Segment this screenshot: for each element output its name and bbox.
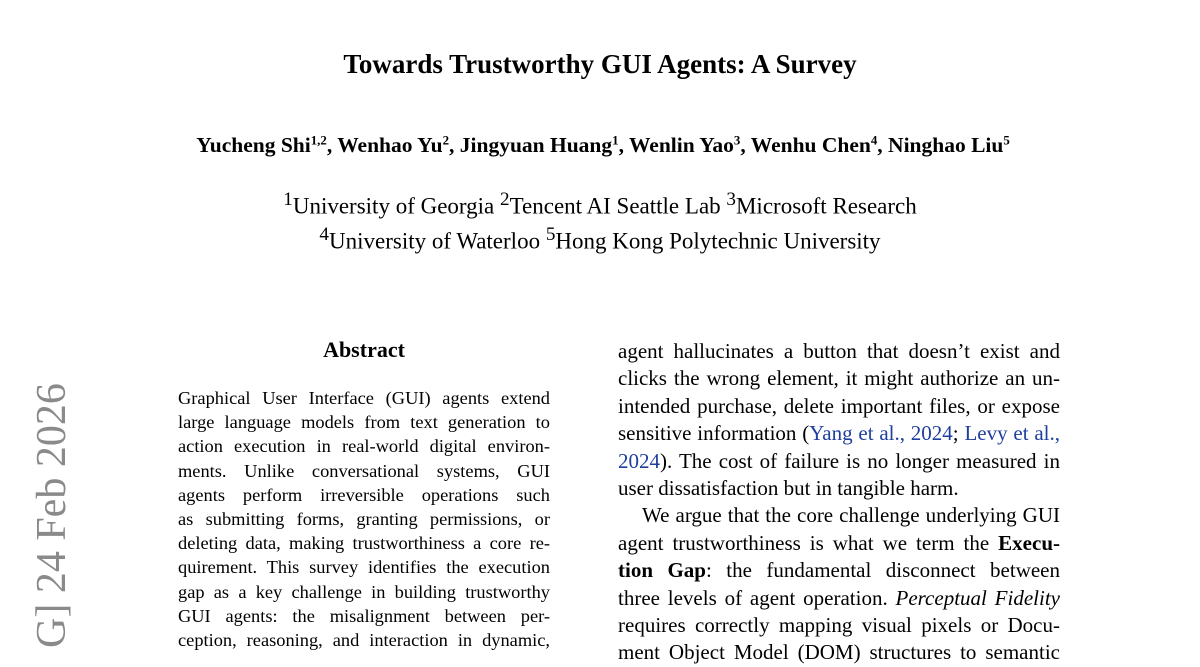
affiliation-number: 3 [726,189,736,210]
author-separator: , [618,133,629,157]
author-name: Jingyuan Huang [459,133,613,157]
body-line: agent hallucinates a button that doesn’t exist and [618,339,1060,363]
abstract-line: action execution in real-world digital environ- [178,436,550,457]
body-text: ; [952,421,965,446]
body-line: We argue that the core challenge underlying GUI [642,503,1060,528]
body-text: sensitive information ( [618,421,810,446]
citation-link[interactable]: Yang et al., 2024 [809,421,953,446]
author-affiliation-mark: 4 [870,133,878,148]
author-affiliation-mark: 3 [733,133,741,148]
abstract-line: as submitting forms, granting permissions, or [178,508,550,529]
affiliation-name: University of Georgia [292,193,501,219]
author-separator: , [877,133,889,157]
author-name: Yucheng Shi [196,133,311,157]
abstract-line: ments. Unlike conversational systems, GUI [178,460,550,481]
affiliation-number: 5 [545,224,556,246]
affiliation-number: 4 [319,224,329,246]
body-line [618,420,1060,447]
author-separator: , [326,133,338,157]
author-name: Ninghao Liu [888,133,1004,157]
abstract-line: deleting data, making trustworthiness a core re- [178,533,550,554]
author-list [0,129,1200,161]
author-affiliation-mark: 5 [1003,133,1010,148]
body-text: agent trustworthiness is what we term the [618,530,999,555]
key-term: Execu- [998,530,1060,555]
key-term: tion Gap [618,558,706,583]
body-line [618,530,1060,557]
body-text: : the fundamental disconnect between [705,558,1060,583]
affiliation-number: 2 [500,189,510,210]
author-affiliation-mark: 2 [442,133,450,148]
affiliation-line-1 [0,186,1200,221]
abstract-line: Graphical User Interface (GUI) agents extend [178,388,550,408]
abstract-line: GUI agents: the misalignment between per- [178,605,550,626]
affiliation-line-2 [0,221,1200,256]
abstract-line: large language models from text generation to [178,412,550,433]
body-line [618,585,1060,612]
abstract-line: ception, reasoning, and interaction in dynamic, [178,629,550,650]
author-separator: , [740,133,751,157]
author-name: Wenhao Yu [337,133,443,157]
body-line [618,448,1060,475]
affiliation-name: Tencent AI Seattle Lab [509,193,727,219]
body-line: ment Object Model (DOM) structures to semantic [618,640,1060,665]
affiliation-name: Hong Kong Polytechnic University [555,228,881,254]
arxiv-stamp: G] 24 Feb 2026 [29,383,75,648]
affiliation-name: Microsoft Research [735,193,917,219]
body-text: three levels of agent operation. [618,585,896,610]
body-column-right [618,338,1060,667]
author-name: Wenlin Yao [628,133,734,157]
author-affiliation-mark: 1,2 [310,133,327,148]
abstract-line: quirement. This survey identifies the execution [178,557,550,578]
affiliations [0,186,1200,256]
abstract-line: agents perform irreversible operations such [178,484,550,505]
affiliation-name: University of Waterloo [329,228,546,254]
paper-title: Towards Trustworthy GUI Agents: A Survey [343,49,857,79]
body-line: clicks the wrong element, it might authorize an un- [618,366,1060,391]
abstract-body [178,386,550,652]
body-line: requires correctly mapping visual pixels or Docu- [618,612,1060,637]
citation-link[interactable]: Levy et al., [964,421,1060,446]
body-line: intended purchase, delete important files, or expose [618,393,1060,418]
body-line [618,557,1060,584]
author-name: Wenhu Chen [750,133,871,157]
body-text: ). The cost of failure is no longer measured in [660,448,1060,473]
abstract-heading: Abstract [323,337,405,362]
author-affiliation-mark: 1 [612,133,619,148]
author-separator: , [449,133,460,157]
body-line: user dissatisfaction but in tangible harm. [618,475,959,500]
affiliation-number: 1 [283,189,293,210]
abstract-line: gap as a key challenge in building trustworthy [178,581,550,602]
citation-link[interactable]: 2024 [618,448,660,473]
key-term: Perceptual Fidelity [895,585,1060,610]
